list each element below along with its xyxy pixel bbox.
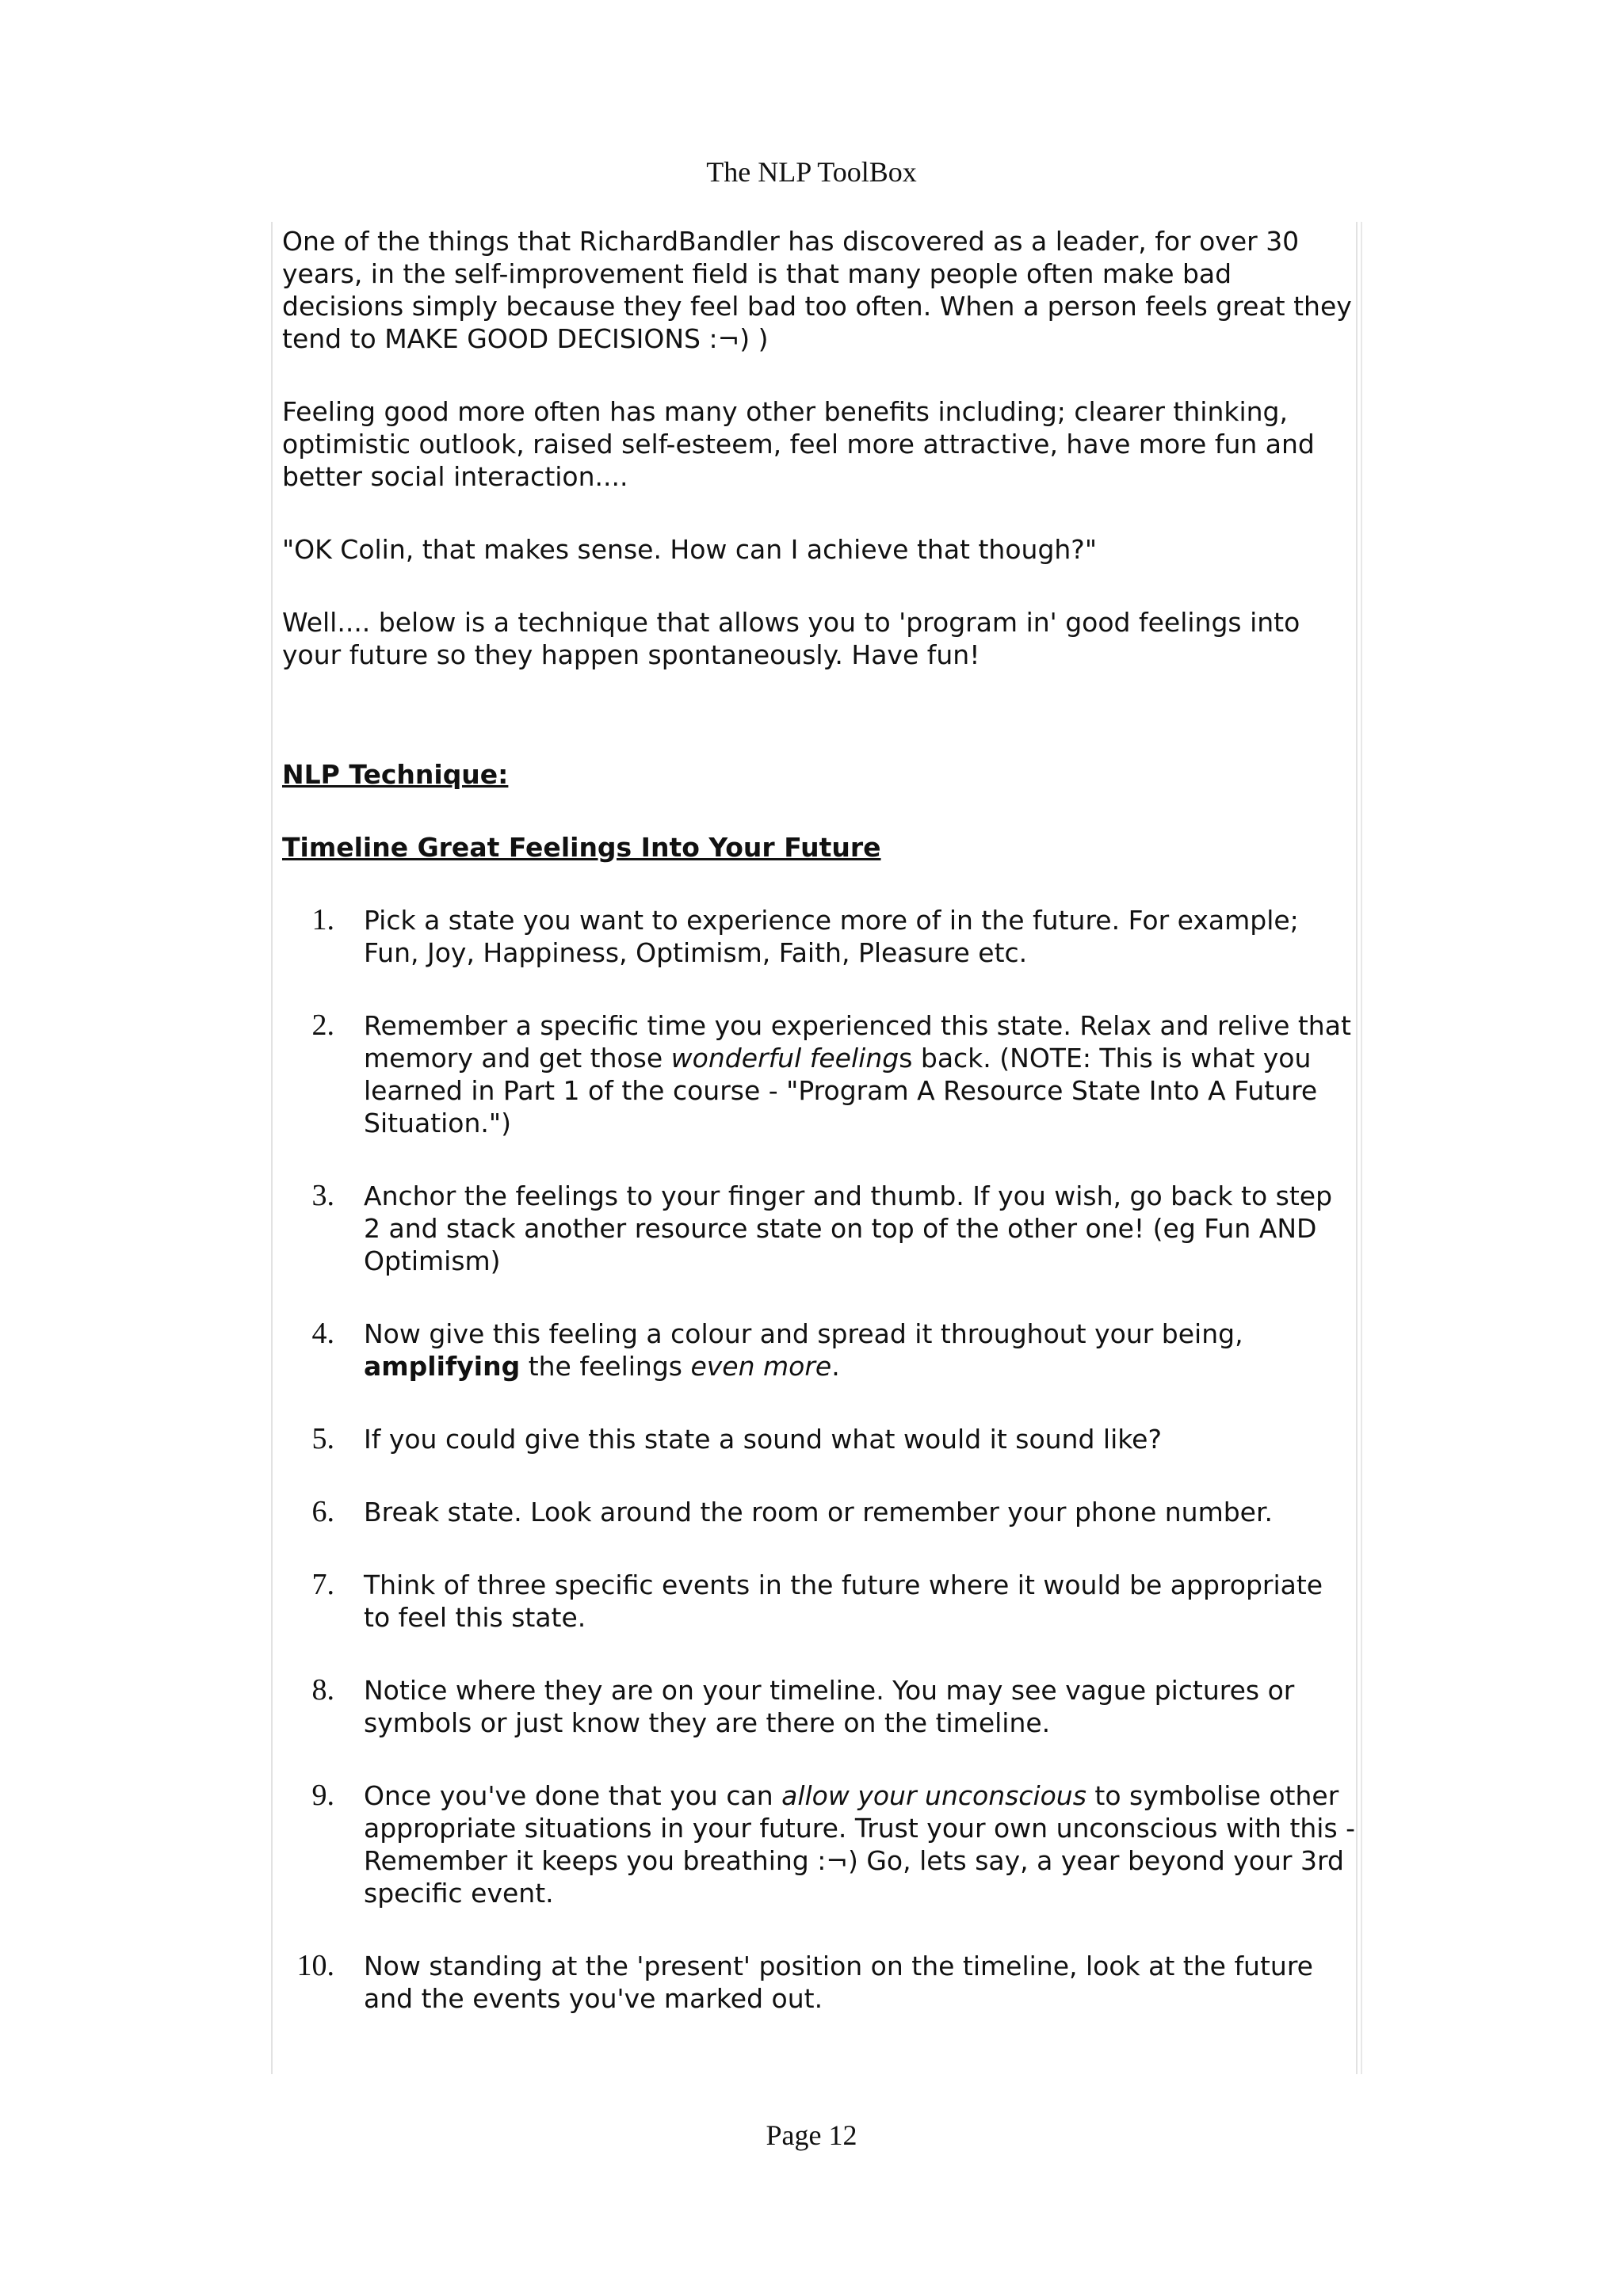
list-item (282, 904, 1356, 969)
step-text: Anchor the feelings to your finger and thumb. If you wish, go back to step 2 and stack another resource state on top of the other one! (eg Fun AND Optimism) (364, 1180, 1333, 1276)
step-text-part: to symbolise other appropriate situations in your future. Trust your own unconscious with this - Remember it keeps you breathing :¬) Go, lets say, a year beyond your 3rd specific event. (364, 1780, 1356, 1909)
intro-paragraph: Feeling good more often has many other benefits including; clearer thinking, optimistic outlook, raised self-esteem, feel more attractive, have more fun and better social interaction.... (282, 396, 1315, 492)
list-item (282, 1674, 1356, 1739)
list-item (282, 1180, 1356, 1277)
step-text: Pick a state you want to experience more of in the future. For example; Fun, Joy, Happiness, Optimism, Faith, Pleasure etc. (364, 905, 1299, 968)
step-number: 3. (311, 1179, 334, 1212)
step-number: 1. (311, 903, 334, 936)
step-number: 10. (296, 1949, 334, 1982)
step-text-emphasis: allow your unconscious (781, 1780, 1086, 1811)
list-item (282, 1318, 1356, 1383)
step-text-bold: amplifying (364, 1351, 521, 1382)
step-text-part: Once you've done that you can (364, 1780, 782, 1811)
technique-label: NLP Technique: (282, 759, 509, 790)
step-number: 8. (311, 1673, 334, 1707)
list-item (282, 1009, 1356, 1139)
step-number: 5. (311, 1422, 334, 1455)
step-text-emphasis: even more (690, 1351, 832, 1382)
steps-list (282, 904, 1356, 2015)
step-text-part: Remember a specific time you experienced this state. Relax and relive that memory and get those (364, 1010, 1351, 1074)
step-text: Break state. Look around the room or remember your phone number. (364, 1497, 1273, 1527)
step-text: Notice where they are on your timeline. You may see vague pictures or symbols or just know they are there on the timeline. (364, 1675, 1295, 1738)
list-item (282, 1569, 1356, 1634)
list-item (282, 1950, 1356, 2015)
intro-paragraph: Well.... below is a technique that allows you to 'program in' good feelings into your future so they happen spontaneously. Have fun! (282, 607, 1300, 670)
page-number: Page 12 (766, 2119, 857, 2151)
step-text-part: the feelings (520, 1351, 691, 1382)
step-text: Now standing at the 'present' position on the timeline, look at the future and the events you've marked out. (364, 1951, 1313, 2014)
intro-paragraph: One of the things that RichardBandler has discovered as a leader, for over 30 years, in the self-improvement field is that many people often make bad decisions simply because they feel bad too often. When a person feels great they tend to MAKE GOOD DECISIONS :¬) ) (282, 226, 1352, 354)
step-text (364, 1318, 1356, 1383)
step-text-part: s back. (NOTE: This is what you learned in Part 1 of the course - "Program A Resource State Into A Future Situation.") (364, 1043, 1318, 1138)
spacer (282, 671, 1356, 758)
step-number: 2. (311, 1009, 334, 1042)
frame-left-border (271, 222, 273, 2074)
list-item (282, 1423, 1356, 1455)
step-number: 6. (311, 1495, 334, 1528)
step-number: 7. (311, 1568, 334, 1601)
technique-title: Timeline Great Feelings Into Your Future (282, 832, 881, 863)
step-text-part: Now give this feeling a colour and spread it throughout your being, (364, 1318, 1243, 1349)
frame-right-border-outer (1361, 222, 1362, 2074)
document-body (282, 225, 1356, 2055)
step-text-emphasis: wonderful feeling (670, 1043, 899, 1074)
step-text-part: . (831, 1351, 840, 1382)
step-text: Think of three specific events in the future where it would be appropriate to feel this state. (364, 1569, 1323, 1633)
frame-right-border (1356, 222, 1358, 2074)
intro-paragraph: "OK Colin, that makes sense. How can I achieve that though?" (282, 534, 1097, 565)
step-text: If you could give this state a sound what would it sound like? (364, 1424, 1162, 1455)
list-item (282, 1779, 1356, 1909)
step-text (364, 1779, 1356, 1909)
step-text (364, 1009, 1356, 1139)
list-item (282, 1496, 1356, 1528)
step-number: 4. (311, 1317, 334, 1350)
step-number: 9. (311, 1779, 334, 1812)
page-header: The NLP ToolBox (706, 156, 917, 188)
